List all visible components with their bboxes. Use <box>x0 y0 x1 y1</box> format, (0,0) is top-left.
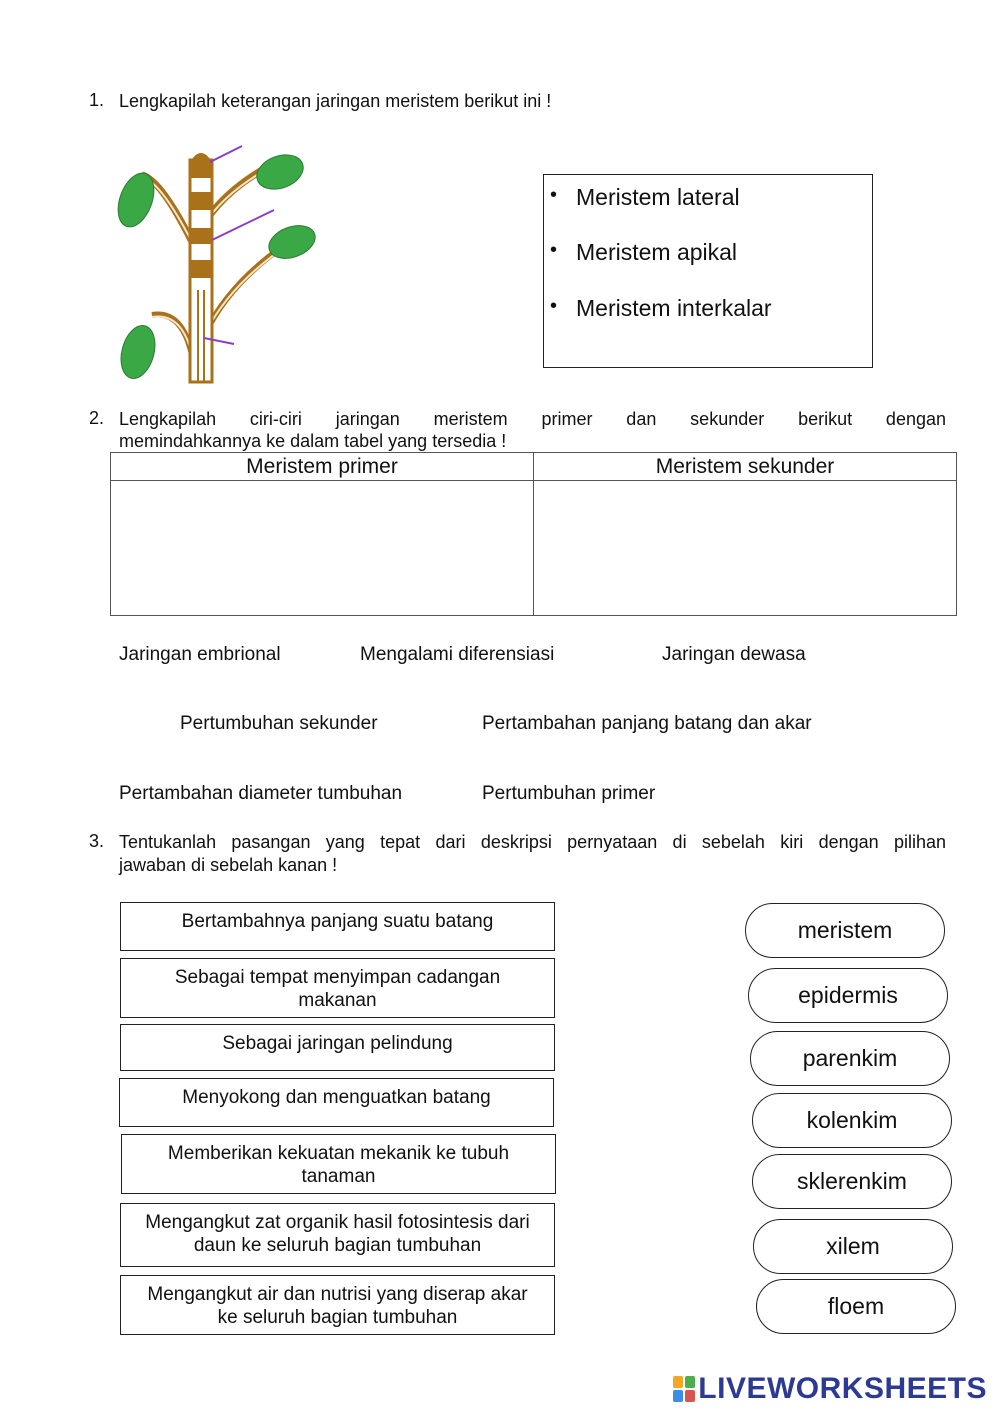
answer-parenkim[interactable]: parenkim <box>750 1031 950 1086</box>
description-box-5[interactable] <box>121 1134 556 1194</box>
answer-xilem[interactable]: xilem <box>753 1219 953 1274</box>
description-5-line1: Memberikan kekuatan mekanik ke tubuh <box>167 1143 510 1164</box>
header-meristem-sekunder: Meristem sekunder <box>534 453 957 481</box>
description-3-line1: Sebagai jaringan pelindung <box>222 1033 453 1054</box>
leaf-icon <box>116 322 161 382</box>
meristem-table <box>110 452 957 616</box>
description-4-line1: Menyokong dan menguatkan batang <box>182 1087 491 1108</box>
word-mengalami-diferensiasi[interactable]: Mengalami diferensiasi <box>360 644 555 665</box>
pointer-line-apical <box>210 146 242 162</box>
option-meristem-interkalar[interactable]: • Meristem interkalar <box>576 295 772 322</box>
drop-zone-primer[interactable] <box>111 481 534 616</box>
answer-meristem[interactable]: meristem <box>745 903 945 958</box>
q1-number: 1. <box>89 90 105 110</box>
description-box-4[interactable] <box>119 1078 554 1127</box>
option-meristem-lateral[interactable]: • Meristem lateral <box>576 184 740 211</box>
option-meristem-apikal[interactable]: • Meristem apikal <box>576 239 737 266</box>
liveworksheets-brand <box>673 1373 987 1405</box>
q2-text-line2: memindahkannya ke dalam tabel yang tersedia ! <box>119 431 507 451</box>
description-box-7[interactable] <box>120 1275 555 1335</box>
q3-number: 3. <box>89 831 105 851</box>
drop-zone-sekunder[interactable] <box>534 481 957 616</box>
meristem-options-box <box>543 174 873 368</box>
answer-kolenkim[interactable]: kolenkim <box>752 1093 952 1148</box>
description-6-line1: Mengangkut zat organik hasil fotosintesis dari <box>145 1212 530 1233</box>
word-pertambahan-diameter[interactable]: Pertambahan diameter tumbuhan <box>119 783 403 804</box>
description-7-line2: ke seluruh bagian tumbuhan <box>217 1307 458 1328</box>
description-1-line1: Bertambahnya panjang suatu batang <box>181 911 494 932</box>
liveworksheets-logo-icon <box>673 1376 695 1402</box>
q3-text-line2: jawaban di sebelah kanan ! <box>119 855 338 875</box>
q2-text-line1: Lengkapilah ciri-ciri jaringan meristem primer dan sekunder berikut dengan <box>119 409 946 429</box>
description-box-1[interactable] <box>120 902 555 951</box>
description-2-line2: makanan <box>298 990 377 1011</box>
description-7-line1: Mengangkut air dan nutrisi yang diserap akar <box>147 1284 528 1305</box>
word-jaringan-embrional[interactable]: Jaringan embrional <box>119 644 281 665</box>
word-pertumbuhan-sekunder[interactable]: Pertumbuhan sekunder <box>180 713 378 734</box>
description-box-2[interactable] <box>120 958 555 1018</box>
header-meristem-primer: Meristem primer <box>111 453 534 481</box>
liveworksheets-text: LIVEWORKSHEETS <box>698 1372 987 1405</box>
q2-number: 2. <box>89 408 105 428</box>
description-box-6[interactable] <box>120 1203 555 1267</box>
answer-floem[interactable]: floem <box>756 1279 956 1334</box>
description-box-3[interactable] <box>120 1024 555 1071</box>
pointer-line-intercalary <box>212 210 274 240</box>
q1-text: Lengkapilah keterangan jaringan meristem berikut ini ! <box>119 91 552 111</box>
word-pertumbuhan-primer[interactable]: Pertumbuhan primer <box>482 783 656 804</box>
description-6-line2: daun ke seluruh bagian tumbuhan <box>193 1235 482 1256</box>
leaf-icon <box>252 149 308 195</box>
word-pertambahan-panjang[interactable]: Pertambahan panjang batang dan akar <box>482 713 812 734</box>
answer-sklerenkim[interactable]: sklerenkim <box>752 1154 952 1209</box>
description-5-line2: tanaman <box>301 1166 376 1187</box>
q3-text-line1: Tentukanlah pasangan yang tepat dari deskripsi pernyataan di sebelah kiri dengan pilihan <box>119 832 946 852</box>
word-jaringan-dewasa[interactable]: Jaringan dewasa <box>662 644 806 665</box>
answer-epidermis[interactable]: epidermis <box>748 968 948 1023</box>
description-2-line1: Sebagai tempat menyimpan cadangan <box>174 967 501 988</box>
plant-illustration <box>112 140 332 385</box>
